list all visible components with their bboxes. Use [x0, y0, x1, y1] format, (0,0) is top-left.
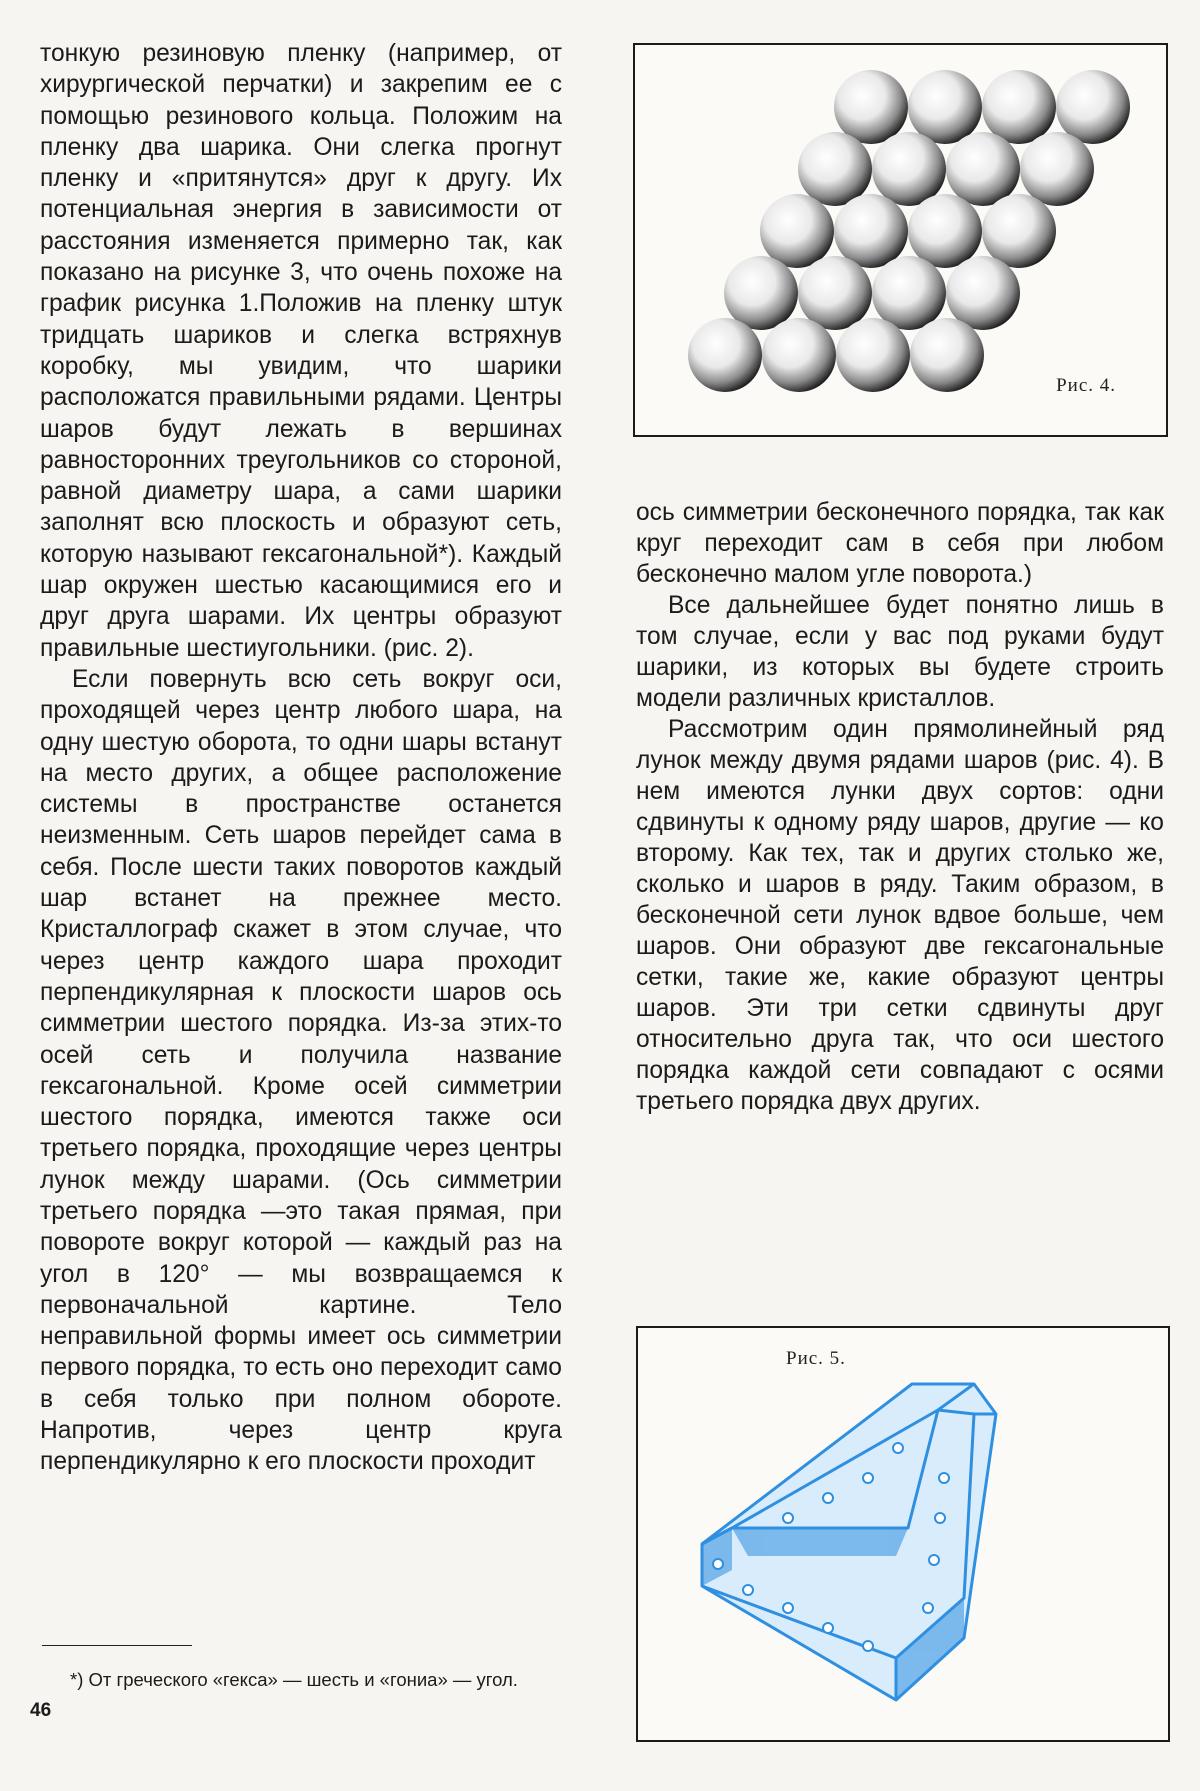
right-text-column [636, 497, 1164, 1117]
ball [982, 194, 1056, 268]
figure-4-caption: Рис. 4. [1056, 375, 1116, 396]
figure-5-caption: Рис. 5. [786, 1348, 846, 1369]
ball [762, 318, 836, 392]
triangle-frame-illustration [638, 1328, 1168, 1740]
right-paragraph-2: Все дальнейшее будет понятно лишь в том случае, если у вас под руками будут шарики, из которых вы будете строить модели различных кристаллов. [636, 592, 1164, 712]
ball [982, 70, 1056, 144]
ball [760, 194, 834, 268]
ball [1056, 70, 1130, 144]
ball [1020, 132, 1094, 206]
footnote: *) От греческого «гекса» — шесть и «гониа» — угол. [70, 1669, 518, 1690]
ball [946, 132, 1020, 206]
ball [798, 256, 872, 330]
ball [910, 318, 984, 392]
ball [724, 256, 798, 330]
ball [946, 256, 1020, 330]
ball [872, 132, 946, 206]
ball [798, 132, 872, 206]
right-paragraph-1: ось симметрии бесконечного порядка, так как круг переходит сам в себя при любом бесконечно малом угле поворота.) [636, 499, 1164, 588]
left-paragraph-2: Если повернуть всю сеть вокруг оси, проходящей через центр любого шара, на одну шестую оборота, то одни шары встанут на место других, а общее расположение системы в пространстве останется неизменным. Сеть шаров перейдет сама в себя. После шести таких поворотов каждый шар встанет на прежнее место. Кристаллограф скажет в этом случае, что через центр каждого шара проходит перпендикулярная к плоскости шаров ось симметрии шестого порядка. Из-за этих-то осей сеть и получила название гексагональной. Кроме осей симметрии шестого порядка, имеются также оси третьего порядка, проходящие через центры лунок между шарами. (Ось симметрии третьего порядка —это такая прямая, при повороте вокруг которой — каждый раз на угол в 120° — мы возвращаемся к первоначальной картине. Тело неправильной формы имеет ось симметрии первого порядка, то есть оно переходит само в себя только при полном обороте. Напротив, через центр круга перпендикулярно к его плоскости проходит [40, 665, 562, 1476]
figure-5 [636, 1326, 1170, 1742]
figure-4 [633, 43, 1168, 437]
ball [836, 318, 910, 392]
footnote-divider [42, 1645, 192, 1646]
page-number: 46 [30, 1700, 52, 1721]
ball [908, 70, 982, 144]
right-paragraph-3: Рассмотрим один прямолинейный ряд лунок между двумя рядами шаров (рис. 4). В нем имеются лунки двух сортов: одни сдвинуты к одному ряду шаров, другие — ко второму. Как тех, так и других столько же, сколько и шаров в ряду. Таким образом, в бесконечной сети лунок вдвое больше, чем шаров. Они образуют две гексагональные сетки, такие же, какие образуют центры шаров. Эти три сетки сдвинуты друг относительно друга так, что оси шестого порядка каждой сети совпадают с осями третьего порядка двух других. [636, 716, 1164, 1115]
left-paragraph-1: тонкую резиновую пленку (например, от хирургической перчатки) и закрепим ее с помощью резинового кольца. Положим на пленку два шарика. Они слегка прогнут пленку и «притянутся» друг к другу. Их потенциальная энергия в зависимости от расстояния изменяется примерно так, как показано на рисунке 3, что очень похоже на график рисунка 1.Положив на пленку штук тридцать шариков и слегка встряхнув коробку, мы увидим, что шарики расположатся правильными рядами. Центры шаров будут лежать в вершинах равносторонних треугольников со стороной, равной диаметру шара, а сами шарики заполнят всю плоскость и образуют сеть, которую называют гексагональной*). Каждый шар окружен шестью касающимися его и друг друга шарами. Их центры образуют правильные шестиугольники. (рис. 2). [40, 40, 562, 662]
left-text-column [40, 38, 562, 1478]
ball [908, 194, 982, 268]
ball [688, 318, 762, 392]
ball [872, 256, 946, 330]
ball [834, 194, 908, 268]
ball [834, 70, 908, 144]
